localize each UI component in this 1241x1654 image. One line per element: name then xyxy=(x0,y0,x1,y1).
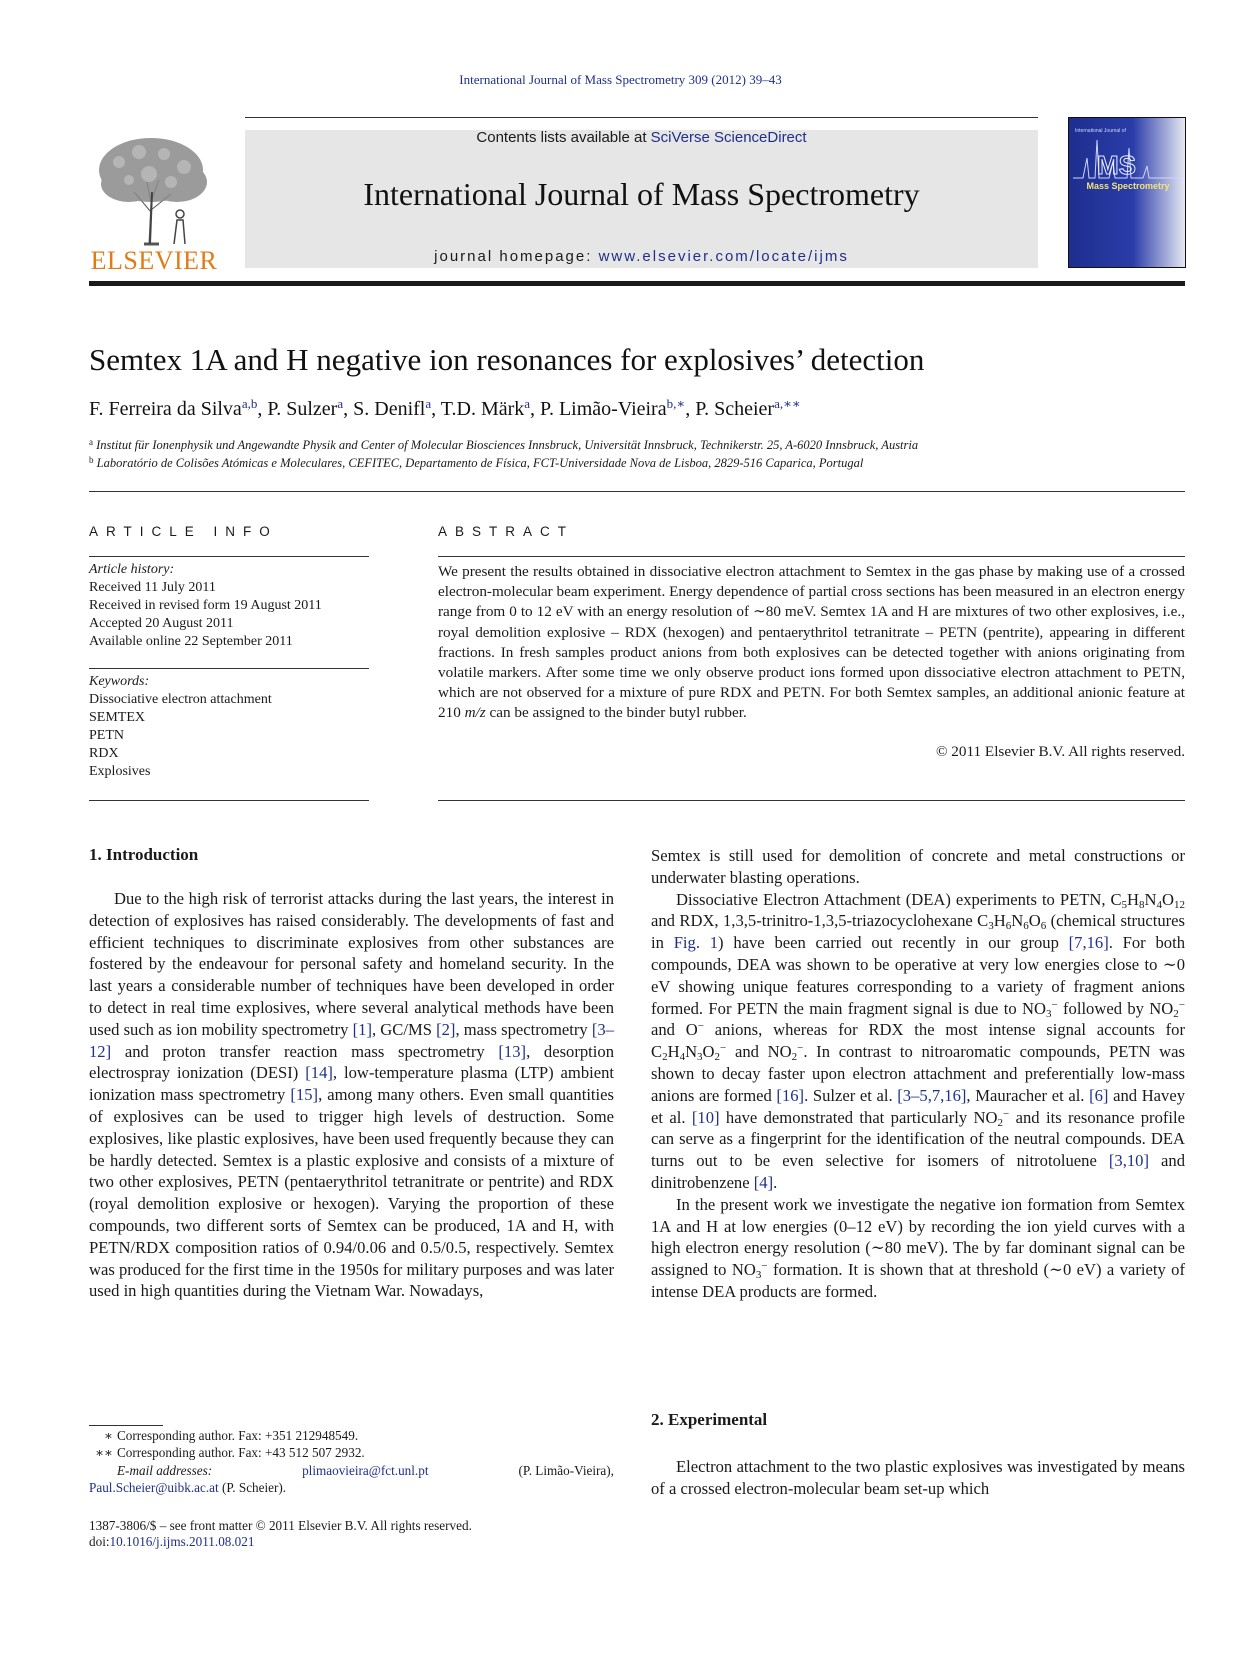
citation-link[interactable]: [3,10] xyxy=(1108,1151,1149,1171)
header-rule xyxy=(245,117,1038,118)
spectrum-icon xyxy=(1069,118,1186,268)
title-block-rule xyxy=(89,491,1185,492)
abstract-text xyxy=(438,562,1185,724)
svg-text:MS: MS xyxy=(1097,150,1136,180)
article-info-bottom-rule xyxy=(89,800,369,801)
affiliation-b xyxy=(89,456,863,471)
author-name: F. Ferreira da Silva xyxy=(89,398,242,420)
formula-rdx: $C_3H_6N_6O_6$ xyxy=(977,911,1047,933)
homepage-line xyxy=(245,248,1038,265)
right-column-text xyxy=(651,845,1185,1303)
journal-cover-image xyxy=(1068,117,1186,268)
email-link[interactable]: plimaovieira@fct.unl.pt xyxy=(302,1463,429,1478)
citation-link[interactable]: [3–5,7,16] xyxy=(897,1085,967,1105)
figure-link[interactable]: Fig. 1 xyxy=(673,933,719,953)
footnote-corresponding-1: ∗ Corresponding author. Fax: +351 212948549. xyxy=(104,1428,359,1443)
author-marks[interactable]: b,∗ xyxy=(666,396,686,411)
front-matter-line: 1387-3806/$ – see front matter © 2011 Elsevier B.V. All rights reserved. xyxy=(89,1518,472,1533)
footnote-emails-continued xyxy=(89,1479,614,1496)
keyword: RDX xyxy=(89,746,119,761)
author-marks[interactable]: a,b xyxy=(241,396,258,411)
keywords-rule xyxy=(89,668,369,669)
affiliation-mark: a xyxy=(89,437,93,447)
sciencedirect-link[interactable]: SciVerse ScienceDirect xyxy=(650,129,807,146)
affiliation-a xyxy=(89,438,918,453)
paragraph: Due to the high risk of terrorist attacks during the last years, the interest in detection of explosives has raised considerably. The developments of fast and efficient techniques to discriminate explosives from other substances are fostered by the endeavour for personal safety and homeland security. In the last years a considerable number of techniques have been developed in order to detect in real time explosives, where several analytical methods have been used such as ion mobility spectrometry [1], GC/MS [2], mass spectrometry [3–12] and proton transfer reaction mass spectrometry [13], desorption electrospray ionization (DESI) [14], low-temperature plasma (LTP) ambient ionization mass spectrometry [15], among many others. Even small quantities of explosives can be used to trigger high levels of destruction. Some explosives, like plastic explosives, have been used frequently because they can be hardly detected. Semtex is a plastic explosive and consists of a mixture of two other explosives, PETN (pentaerythritol tetranitrate or pentrite) and RDX (royal demolition explosive or hexogen). Varying the proportion of these compounds, two different sorts of Semtex can be produced, 1A and H, with PETN/RDX composition ratios of 0.94/0.06 and 0.5/0.5, respectively. Semtex was produced for the first time in the 1950s for military purposes and was later used in high quantities during the Vietnam War. Nowadays, xyxy=(89,889,615,1301)
keyword: PETN xyxy=(89,728,124,743)
citation-link[interactable]: [7,16] xyxy=(1068,933,1109,953)
author-marks[interactable]: a xyxy=(425,396,432,411)
footnote-corresponding-2: ∗∗ Corresponding author. Fax: +43 512 507 2932. xyxy=(95,1445,365,1460)
contents-line xyxy=(245,129,1038,146)
email-owner: (P. Scheier). xyxy=(218,1480,287,1495)
abstract-body: We present the results obtained in dissociative electron attachment to Semtex in the gas phase by making use of a crossed electron-molecular beam experiment. Energy dependence of partial cross sections has been measured in an electron energy range from 0 to 12 eV with an energy resolution of ∼80 meV. Semtex 1A and H are mixtures of two other explosives, i.e., royal demolition explosive – RDX (hexogen) and pentaerythritol tetranitrate – PETN (pentrite), appearing in different fractions. In fresh samples product anions from both explosives can be detected together with anions originating from volatile markers. After some time we only observe product ions formed upon dissociative electron attachment to PETN, which are not observed for a mixture of pure RDX and PETN. For both Semtex samples, an additional anionic feature at 210 xyxy=(438,563,1185,722)
journal-reference[interactable]: International Journal of Mass Spectrometry 309 (2012) 39–43 xyxy=(459,72,782,87)
citation-link[interactable]: [3–12] xyxy=(89,1019,615,1061)
author-name: T.D. Märk xyxy=(440,398,525,420)
history-label: Article history: xyxy=(89,562,175,577)
email-owner: (P. Limão-Vieira), xyxy=(518,1463,614,1478)
citation-link[interactable]: [6] xyxy=(1089,1085,1109,1105)
abstract-body-end: can be assigned to the binder butyl rubber. xyxy=(485,704,747,722)
author-list: F. Ferreira da Silva$^{a,b}$, P. Sulzer$^a$, S. Denifl$^a$, T.D. Märk$^a$, P. Limão-Vieira$^{b,∗}$, P. Scheier$^{a,∗∗}$ xyxy=(89,396,801,420)
paragraph: In the present work we investigate the negative ion formation from Semtex 1A and H at low energies (0–12 eV) by recording the ion yield curves with a high electron energy resolution (∼80 meV). The by far dominant signal can be assigned to $NO_3^-$ formation. It is shown that at threshold (∼0 eV) a variety of intense DEA products are formed. xyxy=(651,1194,1186,1301)
elsevier-wordmark: ELSEVIER xyxy=(90,246,218,275)
keyword: Dissociative electron attachment xyxy=(89,692,272,707)
introduction-text xyxy=(89,888,614,1302)
abstract-mz: m/z xyxy=(464,704,486,722)
affiliation-mark: b xyxy=(89,455,94,465)
paragraph: Electron attachment to the two plastic explosives was investigated by means of a crossed electron-molecular beam set-up which xyxy=(651,1457,1185,1498)
author-name: P. Limão-Vieira xyxy=(540,398,667,420)
abstract-bottom-rule xyxy=(438,800,1185,801)
homepage-prefix: journal homepage: xyxy=(434,248,599,265)
keyword: SEMTEX xyxy=(89,710,145,725)
citation-link[interactable]: [14] xyxy=(305,1063,333,1083)
article-title: Semtex 1A and H negative ion resonances for explosives’ detection xyxy=(89,342,925,377)
article-info-heading: ARTICLE INFO xyxy=(89,524,278,539)
doi-line: doi:10.1016/j.ijms.2011.08.021 xyxy=(89,1534,255,1549)
citation-link[interactable]: [2] xyxy=(436,1019,456,1039)
contents-prefix: Contents lists available at xyxy=(476,129,651,146)
section-heading-introduction: 1. Introduction xyxy=(89,845,199,864)
citation-link[interactable]: [1] xyxy=(352,1019,372,1039)
elsevier-logo xyxy=(89,132,219,275)
citation-link[interactable]: [16] xyxy=(776,1085,805,1105)
cover-small-title: International Journal of xyxy=(1075,128,1126,134)
abstract-heading: ABSTRACT xyxy=(438,524,575,539)
author-name: S. Denifl xyxy=(353,398,426,420)
history-item: Accepted 20 August 2011 xyxy=(89,616,234,631)
elsevier-tree-icon xyxy=(89,132,219,246)
author-name: P. Scheier xyxy=(695,398,775,420)
experimental-text xyxy=(651,1456,1185,1500)
formula-petn: $C_5H_8N_4O_{12}$ xyxy=(1110,889,1185,911)
abstract-rule xyxy=(438,556,1185,557)
masthead-thick-rule xyxy=(89,281,1185,286)
author-marks[interactable]: a xyxy=(337,396,344,411)
citation-link[interactable]: [13] xyxy=(498,1041,527,1061)
citation-link[interactable]: [15] xyxy=(290,1085,319,1105)
author-marks[interactable]: a xyxy=(524,396,531,411)
footnote-rule xyxy=(89,1425,163,1426)
journal-title: International Journal of Mass Spectrometry xyxy=(363,176,920,212)
email-link[interactable]: Paul.Scheier@uibk.ac.at xyxy=(89,1480,219,1495)
history-item: Received 11 July 2011 xyxy=(89,580,216,595)
paragraph: Dissociative Electron Attachment (DEA) experiments to PETN, $C_5H_8N_4O_{12}$ and RDX, 1,3,5-trinitro-1,3,5-triazocyclohexane $C_3H_6N_6O_6$ (chemical structures in Fig. 1) have been carried out recently in our group [7,16]. For both compounds, DEA was shown to be operative at very low energies close to ∼0 eV showing unique features corresponding to a variety of fragment anions formed. For PETN the main fragment signal is due to $NO_3^-$ followed by $NO_2^-$ and O− anions, whereas for RDX the most intense signal accounts for $C_2H_4N_3O_2^-$ and $NO_2^-$. In contrast to nitroaromatic compounds, PETN was shown to decay faster upon electron attachment and preferentially low-mass anions are formed [16]. Sulzer et al. [3–5,7,16], Mauracher et al. [6] and Havey et al. [10] have demonstrated that particularly $NO_2^-$ and its resonance profile can serve as a fingerprint for the identification of the neutral compounds. DEA turns out to be even selective for isomers of nitrotoluene [3,10] and dinitrobenzene [4]. xyxy=(651,889,1186,1192)
keywords-label: Keywords: xyxy=(89,674,150,689)
author-marks[interactable]: a,∗∗ xyxy=(774,396,801,411)
citation-link[interactable]: [4] xyxy=(753,1172,774,1192)
author-name: P. Sulzer xyxy=(267,398,338,420)
article-info-rule xyxy=(89,556,369,557)
article-history xyxy=(89,561,379,651)
cover-label: Mass Spectrometry xyxy=(1086,181,1170,191)
citation-link[interactable]: [10] xyxy=(691,1107,720,1127)
keyword: Explosives xyxy=(89,764,151,779)
homepage-link[interactable]: www.elsevier.com/locate/ijms xyxy=(598,248,849,265)
history-item: Received in revised form 19 August 2011 xyxy=(89,598,322,613)
affiliation-text: Laboratório de Colisões Atómicas e Moleculares, CEFITEC, Departamento de Física, FCT-Universidade Nova de Lisboa, 2829-516 Caparica, Portugal xyxy=(96,456,864,470)
email-label: E-mail addresses: xyxy=(117,1463,213,1478)
section-heading-experimental: 2. Experimental xyxy=(651,1410,768,1429)
paragraph: Semtex is still used for demolition of concrete and metal constructions or underwater blasting operations. xyxy=(651,846,1185,887)
keywords xyxy=(89,673,379,781)
history-item: Available online 22 September 2011 xyxy=(89,634,293,649)
doi-link[interactable]: 10.1016/j.ijms.2011.08.021 xyxy=(109,1534,255,1549)
affiliation-text: Institut für Ionenphysik und Angewandte Physik and Center of Molecular Biosciences Innsbruck, Universität Innsbruck, Technikerstr. 25, A-6020 Innsbruck, Austria xyxy=(96,438,919,452)
footnote-emails xyxy=(89,1462,614,1479)
abstract-copyright: © 2011 Elsevier B.V. All rights reserved. xyxy=(935,743,1185,760)
